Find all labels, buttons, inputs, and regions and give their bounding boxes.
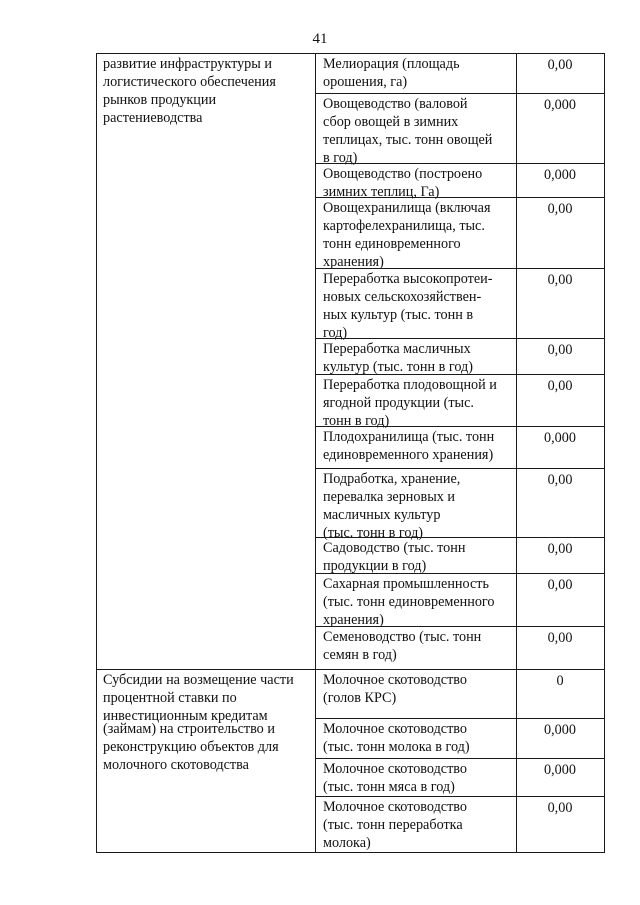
indicator-text: культур (тыс. тонн в год) <box>323 359 473 375</box>
direction-text: процентной ставки по <box>103 690 237 706</box>
direction-text: реконструкцию объектов для <box>103 739 279 755</box>
indicator-text: картофелехранилища, тыс. <box>323 218 485 234</box>
direction-text: (займам) на строительство и <box>103 721 275 737</box>
indicator-text: масличных культур <box>323 507 441 523</box>
indicator-text: Овощехранилища (включая <box>323 200 491 216</box>
indicator-text: в год) <box>323 150 358 166</box>
indicator-value: 0,000 <box>544 762 576 778</box>
indicator-text: (тыс. тонн единовременного <box>323 594 495 610</box>
indicator-text: Овощеводство (построено <box>323 166 483 182</box>
indicator-value: 0,00 <box>547 472 573 488</box>
indicator-text: Подработка, хранение, <box>323 471 461 487</box>
indicator-value: 0,00 <box>547 272 573 288</box>
indicator-text: единовременного хранения) <box>323 447 494 463</box>
indicator-value: 0,00 <box>547 342 573 358</box>
indicator-value: 0,00 <box>547 201 573 217</box>
indicator-text: (тыс. тонн в год) <box>323 525 424 541</box>
indicator-text: (тыс. тонн мяса в год) <box>323 779 455 795</box>
indicator-text: новых сельскохозяйствен- <box>323 289 482 305</box>
indicator-value: 0,00 <box>547 378 573 394</box>
indicator-text: Семеноводство (тыс. тонн <box>323 629 482 645</box>
indicator-text: Молочное скотоводство <box>323 721 467 737</box>
row-divider <box>315 93 605 94</box>
direction-text: растениеводства <box>103 110 203 126</box>
direction-text: молочного скотоводства <box>103 757 249 773</box>
indicator-text: зимних теплиц, Га) <box>323 184 440 200</box>
indicator-text: (тыс. тонн переработка <box>323 817 463 833</box>
direction-text: рынков продукции <box>103 92 217 108</box>
indicator-text: Плодохранилища (тыс. тонн <box>323 429 495 445</box>
row-divider <box>315 426 605 427</box>
row-divider <box>315 468 605 469</box>
indicator-text: Садоводство (тыс. тонн <box>323 540 466 556</box>
row-divider <box>315 197 605 198</box>
row-divider <box>315 163 605 164</box>
row-divider <box>315 758 605 759</box>
indicator-value: 0,00 <box>547 57 573 73</box>
row-divider <box>315 796 605 797</box>
indicator-value: 0,00 <box>547 577 573 593</box>
indicator-text: тонн единовременного <box>323 236 461 252</box>
row-divider <box>315 573 605 574</box>
indicator-value: 0,000 <box>544 167 576 183</box>
row-divider <box>315 669 605 670</box>
row-divider <box>315 338 605 339</box>
indicator-value: 0,000 <box>544 430 576 446</box>
indicator-text: молока) <box>323 835 371 851</box>
row-divider <box>315 268 605 269</box>
indicator-text: перевалка зерновых и <box>323 489 455 505</box>
indicator-text: ных культур (тыс. тонн в <box>323 307 474 323</box>
indicator-text: ягодной продукции (тыс. <box>323 395 474 411</box>
indicator-text: теплицах, тыс. тонн овощей <box>323 132 493 148</box>
indicator-text: хранения) <box>323 612 384 628</box>
indicator-text: Переработка плодовощной и <box>323 377 497 393</box>
indicator-value: 0,00 <box>547 800 573 816</box>
indicator-text: год) <box>323 325 348 341</box>
row-divider <box>315 537 605 538</box>
indicator-text: тонн в год) <box>323 413 390 429</box>
direction-text: развитие инфраструктуры и <box>103 56 272 72</box>
indicator-text: (тыс. тонн молока в год) <box>323 739 470 755</box>
indicator-text: Переработка высокопротеи- <box>323 271 493 287</box>
indicator-text: Молочное скотоводство <box>323 761 467 777</box>
indicator-value: 0,00 <box>547 630 573 646</box>
indicator-text: Переработка масличных <box>323 341 471 357</box>
indicator-value: 0,00 <box>547 541 573 557</box>
row-divider <box>315 374 605 375</box>
indicator-value: 0,000 <box>544 97 576 113</box>
indicator-text: сбор овощей в зимних <box>323 114 459 130</box>
indicator-value: 0,000 <box>544 722 576 738</box>
indicator-text: семян в год) <box>323 647 397 663</box>
indicator-text: Молочное скотоводство <box>323 799 467 815</box>
indicator-text: орошения, га) <box>323 74 408 90</box>
page-number: 41 <box>312 31 328 47</box>
column-divider <box>315 53 316 853</box>
indicator-text: Мелиорация (площадь <box>323 56 460 72</box>
indicator-value: 0 <box>556 673 564 689</box>
row-divider <box>315 718 605 719</box>
row-divider <box>96 669 315 670</box>
indicator-text: продукции в год) <box>323 558 427 574</box>
direction-text: Субсидии на возмещение части <box>103 672 294 688</box>
indicator-text: Овощеводство (валовой <box>323 96 468 112</box>
row-divider <box>315 626 605 627</box>
indicator-text: Молочное скотоводство <box>323 672 467 688</box>
direction-text: инвестиционным кредитам <box>103 708 268 724</box>
indicator-text: (голов КРС) <box>323 690 397 706</box>
indicator-text: хранения) <box>323 254 384 270</box>
indicator-text: Сахарная промышленность <box>323 576 489 592</box>
direction-text: логистического обеспечения <box>103 74 276 90</box>
